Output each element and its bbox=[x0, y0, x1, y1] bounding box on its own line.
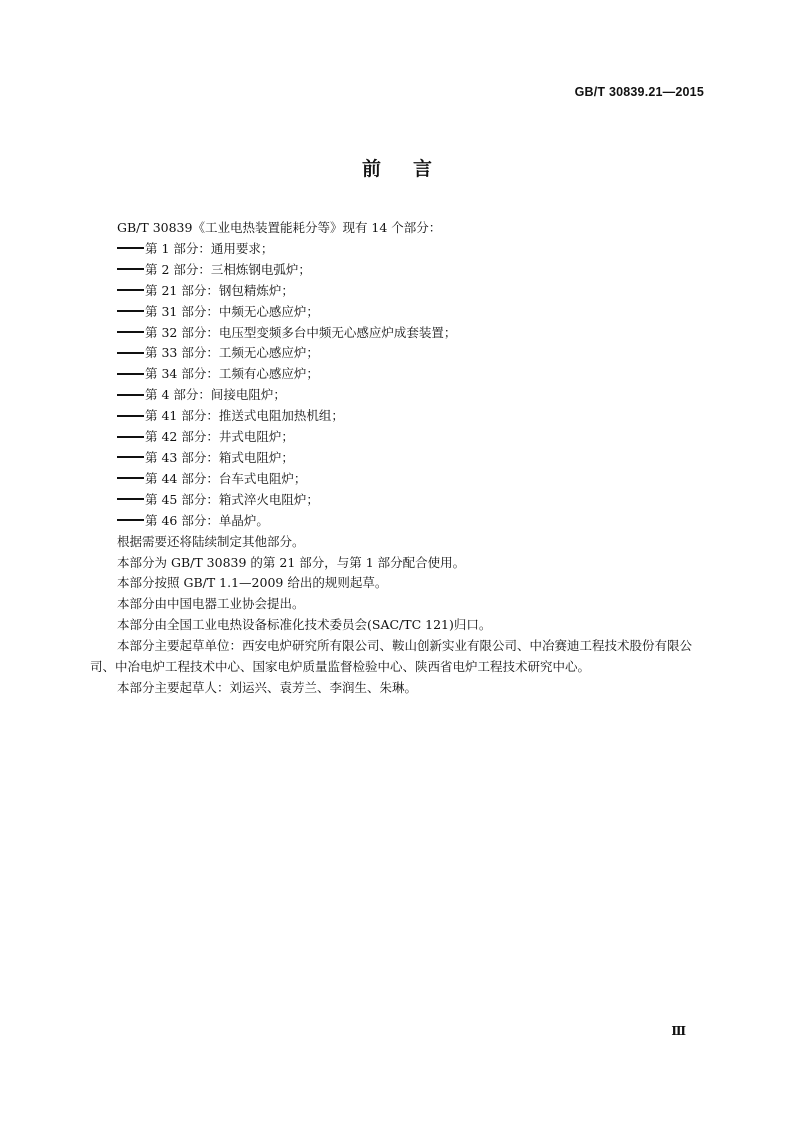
dash-mark bbox=[117, 498, 144, 500]
list-item-text: 第 43 部分：箱式电阻炉； bbox=[145, 449, 294, 465]
list-item bbox=[90, 260, 706, 281]
dash-mark bbox=[117, 352, 144, 354]
intro-paragraph: GB/T 30839《工业电热装置能耗分等》现有 14 个部分： bbox=[117, 220, 442, 235]
dash-mark bbox=[117, 394, 144, 396]
list-item bbox=[90, 281, 706, 302]
dash-mark bbox=[117, 415, 144, 417]
dash-mark bbox=[117, 519, 144, 521]
list-item bbox=[90, 406, 706, 427]
paragraph-drafters: 本部分主要起草人：刘运兴、袁芳兰、李润生、朱琳。 bbox=[117, 679, 418, 695]
document-body bbox=[90, 218, 706, 699]
list-item-text: 第 45 部分：箱式淬火电阻炉； bbox=[145, 491, 319, 507]
list-item bbox=[90, 427, 706, 448]
list-item bbox=[90, 302, 706, 323]
list-item-text: 第 21 部分：钢包精炼炉； bbox=[145, 282, 294, 298]
dash-mark bbox=[117, 331, 144, 333]
page-number: Ⅲ bbox=[671, 1024, 686, 1038]
list-item-text: 第 2 部分：三相炼钢电弧炉； bbox=[145, 261, 311, 277]
paragraph-drafting-units: 本部分主要起草单位：西安电炉研究所有限公司、鞍山创新实业有限公司、中冶赛迪工程技术股份有限公司、中冶电炉工程技术中心、国家电炉质量监督检验中心、陕西省电炉工程技术研究中心。 bbox=[90, 638, 693, 675]
dash-mark bbox=[117, 310, 144, 312]
dash-mark bbox=[117, 436, 144, 438]
list-item-text: 第 1 部分：通用要求； bbox=[145, 240, 274, 256]
dash-mark bbox=[117, 477, 144, 479]
dash-mark bbox=[117, 456, 144, 458]
paragraph-drafting-rules: 本部分按照 GB/T 1.1—2009 给出的规则起草。 bbox=[117, 575, 388, 591]
standard-number: GB/T 30839.21—2015 bbox=[574, 85, 704, 99]
list-item bbox=[90, 343, 706, 364]
paragraph-proposer: 本部分由中国电器工业协会提出。 bbox=[117, 596, 305, 612]
list-item-text: 第 41 部分：推送式电阻加热机组； bbox=[145, 408, 344, 424]
list-item bbox=[90, 448, 706, 469]
dash-mark bbox=[117, 373, 144, 375]
paragraph-committee: 本部分由全国工业电热设备标准化技术委员会(SAC/TC 121)归口。 bbox=[117, 617, 492, 633]
list-item bbox=[90, 469, 706, 490]
dash-mark bbox=[117, 268, 144, 270]
list-item bbox=[90, 490, 706, 511]
list-item bbox=[90, 364, 706, 385]
section-title: 前言 bbox=[361, 158, 464, 180]
list-item-text: 第 46 部分：单晶炉。 bbox=[145, 512, 269, 528]
paragraph-other-parts: 根据需要还将陆续制定其他部分。 bbox=[117, 533, 305, 549]
dash-mark bbox=[117, 247, 144, 249]
list-item bbox=[90, 323, 706, 344]
list-item bbox=[90, 385, 706, 406]
list-item-text: 第 32 部分：电压型变频多台中频无心感应炉成套装置； bbox=[145, 324, 457, 340]
list-item bbox=[90, 511, 706, 532]
dash-mark bbox=[117, 289, 144, 291]
parts-list bbox=[90, 239, 706, 532]
list-item-text: 第 34 部分：工频有心感应炉； bbox=[145, 366, 319, 382]
list-item bbox=[90, 239, 706, 260]
list-item-text: 第 44 部分：台车式电阻炉； bbox=[145, 470, 307, 486]
paragraph-part-relation: 本部分为 GB/T 30839 的第 21 部分，与第 1 部分配合使用。 bbox=[117, 554, 466, 570]
list-item-text: 第 31 部分：中频无心感应炉； bbox=[145, 303, 319, 319]
list-item-text: 第 4 部分：间接电阻炉； bbox=[145, 387, 286, 403]
list-item-text: 第 33 部分：工频无心感应炉； bbox=[145, 345, 319, 361]
list-item-text: 第 42 部分：井式电阻炉； bbox=[145, 429, 294, 445]
